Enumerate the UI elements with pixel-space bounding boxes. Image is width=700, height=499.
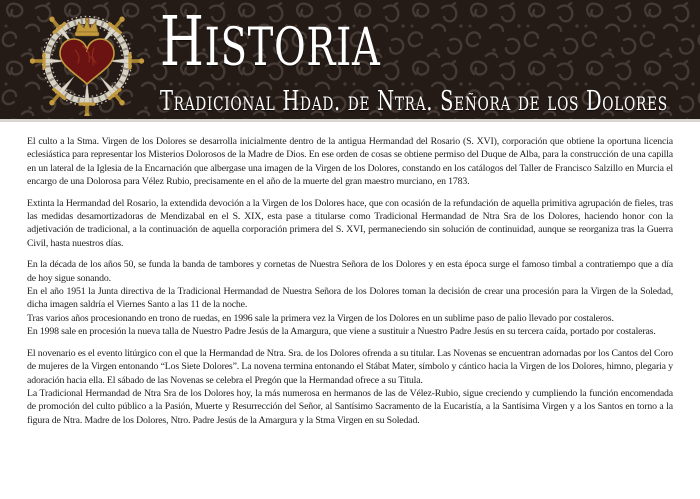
sacred-heart — [60, 39, 114, 84]
history-text — [0, 122, 700, 427]
history-paragraph: El novenario es el evento litúrgico con el que la Hermandad de Ntra. Sra. de los Dolores ofrenda a su titular. Las Novenas se encuentran adornadas por los Cantos del Coro de mujeres de la Virgen entonando “Los Siete Dolores”. La novena termina entonando el Stábat Mater, símbolo y cántico hacia la Virgen de los Dolores, himno, plegaria y adoración hacia ella. El sábado de las Novenas se celebra el Pregón que la Hermandad ofrece a su Titula. — [27, 347, 673, 386]
history-paragraph: El culto a la Stma. Virgen de los Dolores se desarrolla inicialmente dentro de la antigua Hermandad del Rosario (S. XVI), corporación que obtiene la oportuna licencia eclesiástica para representar los Misterios Dolorosos de la Madre de Dios. En ese orden de cosas se obtiene permiso del Duque de Alba, para la construcción de una capilla en un lateral de la Iglesia de la Encarnación que albergase una imagen de la Virgen de los Dolores, constando en los catálogos del Taller de Francisco Salzillo en Murcia el encargo de una Dolorosa para Vélez Rubio, precisamente en el año de la muerte del gran maestro murciano, en 1783. — [27, 136, 673, 188]
header-banner — [0, 0, 700, 122]
page-subtitle: Tradicional Hdad. de Ntra. Señora de los Dolores — [160, 86, 668, 117]
history-paragraph: En el año 1951 la Junta directiva de la Tradicional Hermandad de Nuestra Señora de los Dolores toman la decisión de crear una procesión para la Virgen de la Soledad, dicha imagen saldría el Viernes Santo a las 11 de la noche. — [27, 286, 673, 311]
seven-sorrows-crest-icon — [20, 4, 154, 116]
header-titles — [160, 3, 700, 117]
page-title: HISTORIA — [160, 3, 381, 82]
history-paragraph: La Tradicional Hermandad de Ntra Sra de los Dolores hoy, la más numerosa en hermanos de las de Vélez-Rubio, sigue creciendo y cumpliendo la función encomendada de promoción del culto público a la Pasión, Muerte y Resurrección del Señor, al Santísimo Sacramento de la Eucaristía, a la Santísima Virgen y a los Santos en torno a la figura de Ntra. Madre de los Dolores, Ntro. Padre Jesús de la Amargura y la Stma Virgen en su Soledad. — [27, 387, 673, 426]
history-paragraph: En 1998 sale en procesión la nueva talla de Nuestro Padre Jesús de la Amargura, que viene a sustituir a Nuestro Padre Jesús en su tercera caída, portado por costaleras. — [27, 326, 656, 338]
history-paragraph: Extinta la Hermandad del Rosario, la extendida devoción a la Virgen de los Dolores hace, que con ocasión de la refundación de aquella primitiva agrupación de fieles, tras las medidas desamortizadoras de Mendizabal en el S. XIX, esta pase a titularse como Tradicional Hermandad de Ntra Sra de los Dolores, haciendo honor con la adjetivación de tradicional, a la continuación de aquella corporación primera del S. XVI, permaneciendo sin solución de continuidad, aunque se reorganiza tras la Guerra Civil, hasta nuestros días. — [27, 197, 673, 249]
history-paragraph: En la década de los años 50, se funda la banda de tambores y cornetas de Nuestra Señora de los Dolores y en esta época surge el famoso timbal a contratiempo que a día de hoy sigue sonando. — [27, 259, 673, 284]
history-paragraph: Tras varios años procesionando en trono de ruedas, en 1996 sale la primera vez la Virgen de los Dolores en un sublime paso de palio llevado por costaleros. — [27, 312, 614, 324]
